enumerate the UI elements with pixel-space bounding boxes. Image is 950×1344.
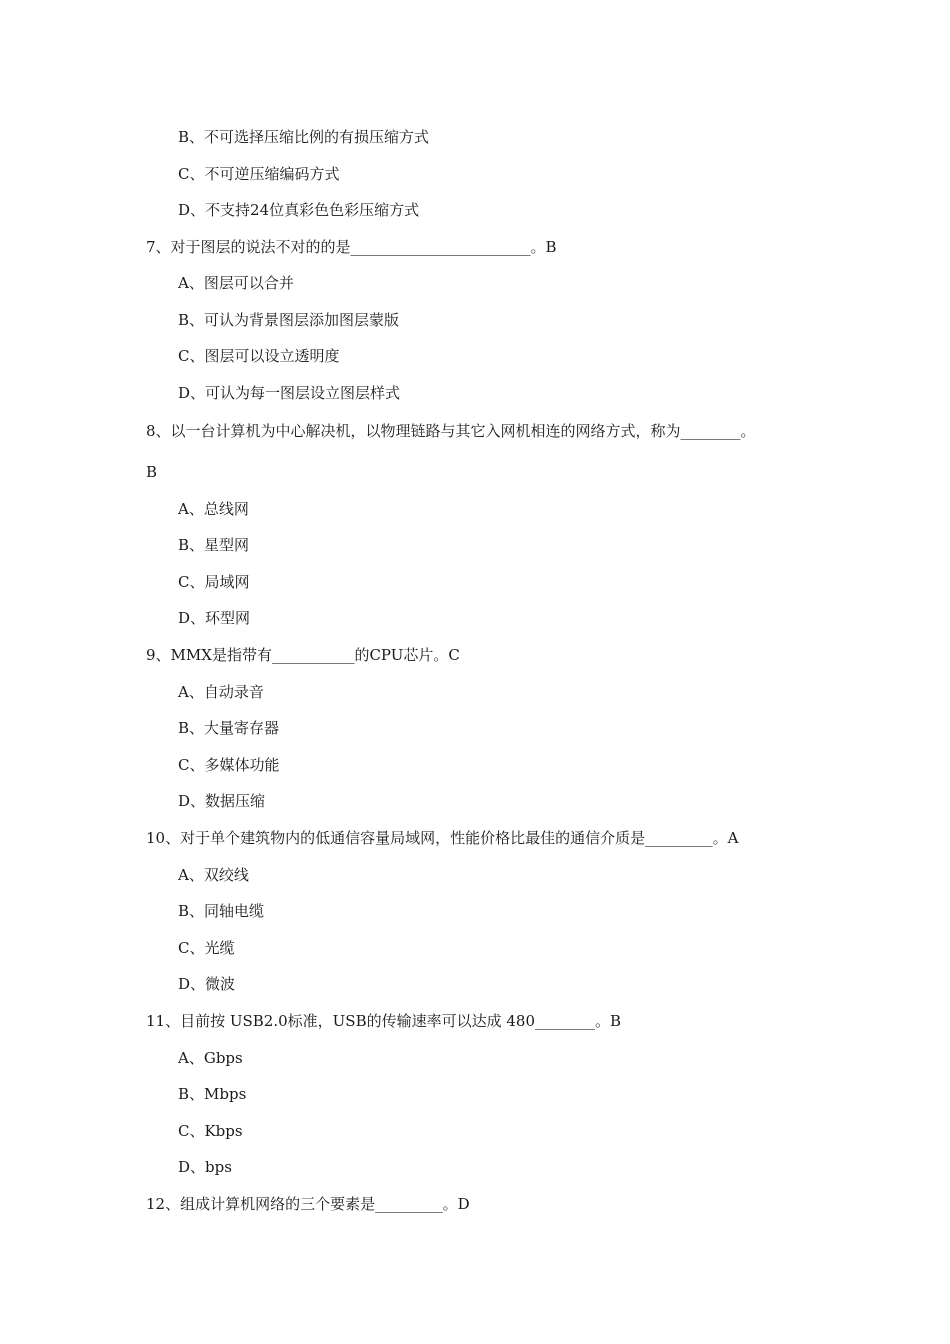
option-b-q11: B、Mbps <box>178 1085 247 1103</box>
option-c-q7: C、图层可以设立透明度 <box>178 347 340 365</box>
option-d-q9: D、数据压缩 <box>178 792 266 810</box>
question-12: 12、组成计算机网络的三个要素是_________。D <box>146 1195 470 1213</box>
option-a-q8: A、总线网 <box>178 500 249 518</box>
question-9: 9、MMX是指带有___________的CPU芯片。C <box>146 646 460 664</box>
option-d-q8: D、环型网 <box>178 609 251 627</box>
option-d-q6: D、不支持24位真彩色色彩压缩方式 <box>178 201 420 219</box>
question-7: 7、对于图层的说法不对的的是________________________。B <box>146 238 557 256</box>
option-c-q11: C、Kbps <box>178 1122 243 1140</box>
option-b-q10: B、同轴电缆 <box>178 902 265 920</box>
question-11: 11、目前按 USB2.0标准，USB的传输速率可以达成 480________。B <box>146 1012 622 1030</box>
option-b-q8: B、星型网 <box>178 536 250 554</box>
option-c-q8: C、局域网 <box>178 573 250 591</box>
option-b-q9: B、大量寄存器 <box>178 719 280 737</box>
option-a-q10: A、双绞线 <box>178 866 249 884</box>
option-b-q6: B、不可选择压缩比例的有损压缩方式 <box>178 128 430 146</box>
option-d-q11: D、bps <box>178 1158 232 1176</box>
question-10: 10、对于单个建筑物内的低通信容量局域网，性能价格比最佳的通信介质是_________。A <box>146 829 739 847</box>
option-c-q6: C、不可逆压缩编码方式 <box>178 165 340 183</box>
option-b-q7: B、可认为背景图层添加图层蒙版 <box>178 311 400 329</box>
question-8: 8、以一台计算机为中心解决机，以物理链路与其它入网机相连的网络方式，称为________。 <box>146 422 756 440</box>
option-a-q9: A、自动录音 <box>178 683 264 701</box>
option-d-q10: D、微波 <box>178 975 236 993</box>
option-d-q7: D、可认为每一图层设立图层样式 <box>178 384 401 402</box>
option-c-q10: C、光缆 <box>178 939 235 957</box>
option-a-q11: A、Gbps <box>178 1049 243 1067</box>
option-a-q7: A、图层可以合并 <box>178 274 294 292</box>
question-8-answer: B <box>146 463 158 481</box>
option-c-q9: C、多媒体功能 <box>178 756 280 774</box>
